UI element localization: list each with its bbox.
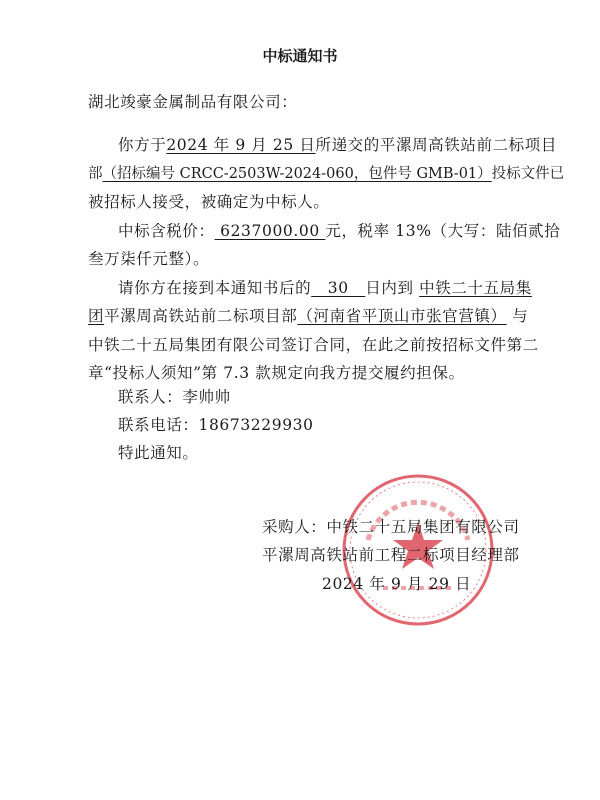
text: 日内到	[365, 279, 414, 297]
salutation: 湖北竣豪金属制品有限公司：	[88, 93, 298, 111]
text: 与	[512, 307, 529, 325]
bid-reference: （招标编号 CRCC-2503W-2024-060，包件号 GMB-01）	[102, 166, 492, 182]
text: 投标文件已	[491, 166, 565, 182]
text: 所递交的平漯周高铁站前二标项目	[315, 136, 557, 154]
closing-remark: 特此通知。	[118, 444, 199, 462]
para3-line1	[118, 276, 548, 298]
signature-date: 2024 年 9 月 29 日	[322, 575, 472, 593]
purchaser-signature: 采购人：中铁二十五局集团有限公司	[262, 518, 520, 536]
para2-line2: 叁万柒仟元整）。	[88, 250, 210, 268]
contact-phone: 联系电话：18673229930	[118, 416, 314, 434]
department-signature: 平漯周高铁站前工程二标项目经理部	[262, 546, 520, 564]
submission-date: 2024 年 9 月 25 日	[166, 136, 316, 154]
text: 元，税率 13%（大写：陆佰贰拾	[325, 222, 561, 240]
para1-line1	[118, 133, 557, 155]
days-limit: 30	[311, 279, 366, 297]
text: 平漯周高铁站前二标项目部	[104, 307, 298, 325]
text: 中标含税价：	[118, 222, 215, 240]
contract-place-cont: 团	[88, 307, 105, 325]
text: 部	[88, 166, 103, 182]
bid-price: 6237000.00	[214, 222, 326, 240]
document-title: 中标通知书	[262, 47, 338, 65]
para3-line4: 章“投标人须知”第 7.3 款规定向我方提交履约担保。	[88, 364, 465, 382]
text: 你方于	[118, 136, 167, 154]
address: （河南省平顶山市张官营镇）	[297, 307, 507, 325]
contract-place: 中铁二十五局集	[419, 279, 532, 297]
contact-person: 联系人：李帅帅	[118, 388, 231, 406]
text: 请你方在接到本通知书后的	[118, 279, 312, 297]
para1-line2	[88, 162, 565, 183]
para3-line2	[88, 304, 529, 326]
para1-line3: 被招标人接受，被确定为中标人。	[88, 193, 330, 211]
para3-line3: 中铁二十五局集团有限公司签订合同，在此之前按招标文件第二	[88, 336, 539, 354]
para2-line1	[118, 219, 561, 241]
